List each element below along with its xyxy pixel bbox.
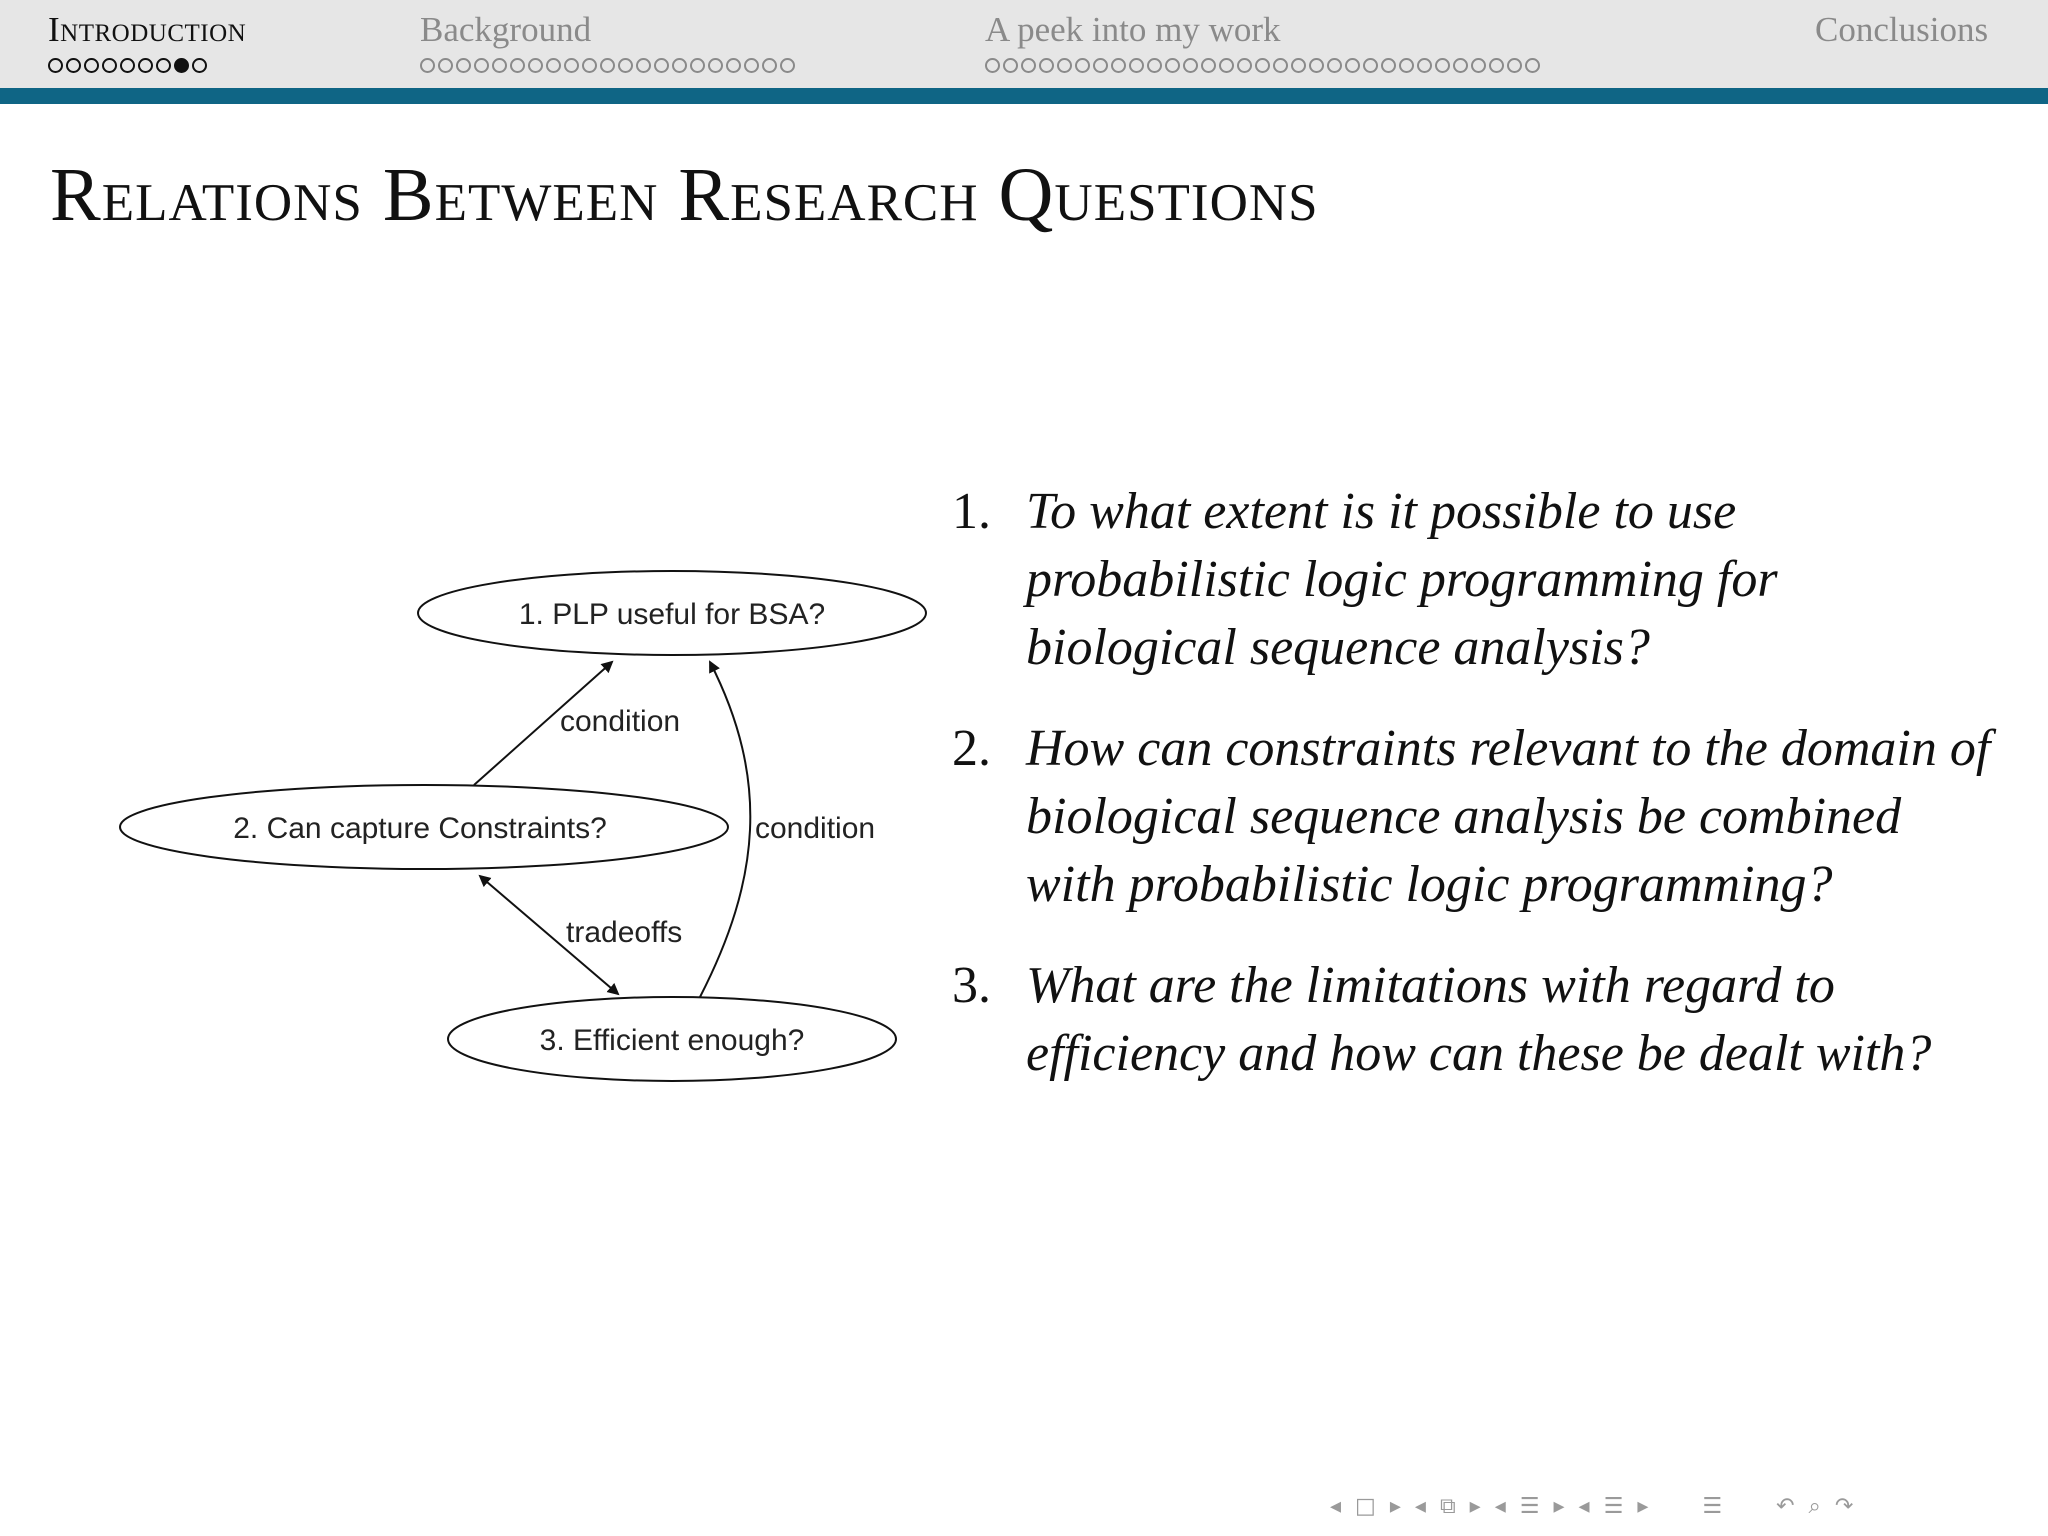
document-icon[interactable]: ☰ — [1702, 1493, 1723, 1519]
diagram-node-q2 — [120, 785, 728, 869]
slide-icon[interactable]: □ — [1355, 1493, 1376, 1519]
search-icon[interactable]: ⌕ — [1808, 1493, 1821, 1519]
list-item — [952, 478, 1992, 682]
previous-frame-arrow-icon[interactable]: ◂ — [1414, 1493, 1426, 1519]
next-section-arrow-icon[interactable]: ▸ — [1637, 1493, 1649, 1519]
list-item-number: 3. — [952, 957, 991, 1014]
diagram-node-q3 — [448, 997, 896, 1081]
edge-label-tradeoffs: tradeoffs — [566, 916, 683, 949]
next-frame-arrow-icon[interactable]: ▸ — [1469, 1493, 1481, 1519]
node-label: 1. PLP useful for BSA? — [518, 598, 826, 631]
subsection-icon[interactable]: ☰ — [1519, 1493, 1540, 1519]
list-item-text: What are the limitations with regard to efficiency and how can these be dealt with? — [1026, 957, 1932, 1082]
frame-icon[interactable]: ⧉ — [1439, 1493, 1456, 1519]
list-item-text: To what extent is it possible to use probabilistic logic programming for biological sequence analysis? — [1026, 483, 1778, 676]
list-item — [952, 952, 1992, 1088]
list-item — [952, 715, 1992, 919]
research-questions-list — [952, 478, 1992, 1121]
previous-subsection-arrow-icon[interactable]: ◂ — [1494, 1493, 1506, 1519]
section-icon[interactable]: ☰ — [1603, 1493, 1624, 1519]
nav-section-title[interactable]: Introduction — [48, 10, 247, 49]
list-item-text: How can constraints relevant to the domain of biological sequence analysis be combined with probabilistic logic programming? — [1026, 720, 1991, 913]
nav-section-title[interactable]: A peek into my work — [985, 10, 1281, 49]
nav-section-title[interactable]: Conclusions — [1815, 10, 1989, 49]
back-icon[interactable]: ↶ — [1776, 1493, 1795, 1519]
previous-slide-arrow-icon[interactable]: ◂ — [1330, 1493, 1342, 1519]
previous-section-arrow-icon[interactable]: ◂ — [1578, 1493, 1590, 1519]
list-item-number: 2. — [952, 720, 991, 777]
beamer-navigation-symbols — [1330, 1492, 1867, 1520]
diagram-node-q1 — [418, 571, 926, 655]
slide-title: Relations Between Research Questions — [50, 153, 1319, 237]
forward-icon[interactable]: ↷ — [1834, 1493, 1854, 1519]
node-label: 2. Can capture Constraints? — [233, 812, 607, 845]
list-item-number: 1. — [952, 483, 991, 540]
edge-label-condition-q2-q1: condition — [560, 705, 681, 738]
node-label: 3. Efficient enough? — [539, 1024, 805, 1057]
next-subsection-arrow-icon[interactable]: ▸ — [1553, 1493, 1565, 1519]
nav-section-title[interactable]: Background — [420, 10, 592, 49]
edge-label-condition-q3-q1: condition — [755, 812, 876, 845]
next-slide-arrow-icon[interactable]: ▸ — [1389, 1493, 1401, 1519]
